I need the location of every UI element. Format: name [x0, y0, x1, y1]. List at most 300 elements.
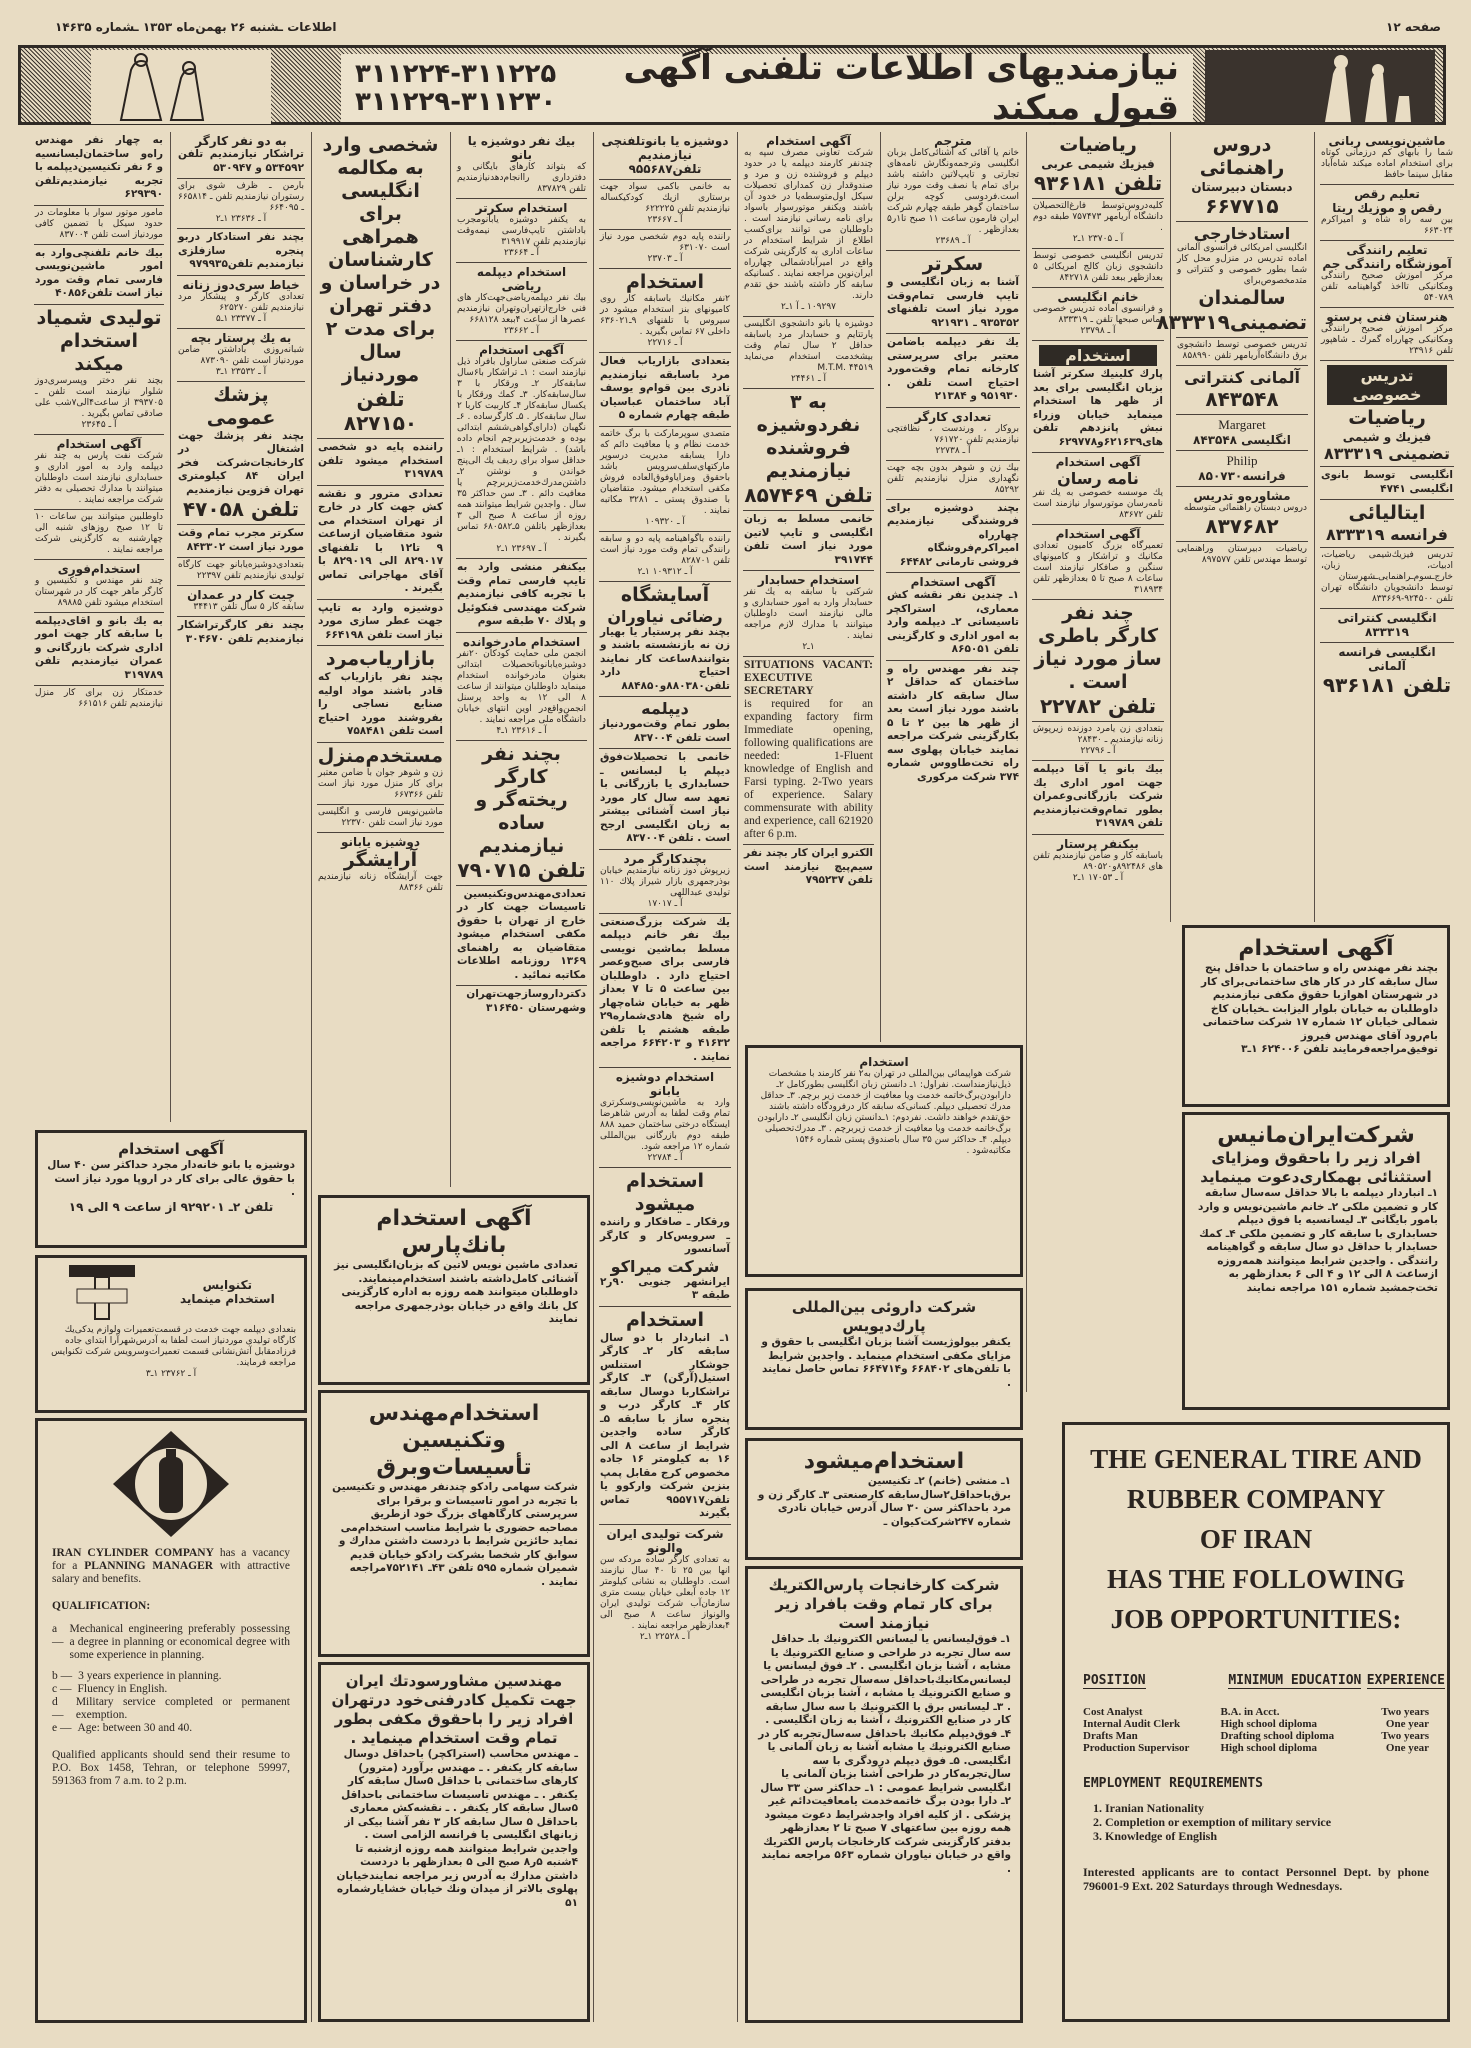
classified-ad: [329, 1670, 579, 1913]
ad-title: تعلیم رانندگی: [1346, 243, 1428, 257]
column-divider: [1170, 132, 1171, 922]
ad-big: به ۳ نفردوشیزه فروشنده نیازمندیم: [756, 391, 861, 482]
classified-ad: [34, 435, 164, 510]
item-letter: c —: [52, 1683, 72, 1695]
classified-ad: [177, 276, 305, 329]
classified-ad: [1176, 451, 1308, 487]
ad-body-bold: خانمی مسلط به زبان انگلیسی و تایپ لاتین مورد نیاز است تلفن ۳۹۱۷۴۴: [744, 513, 873, 566]
requirements-heading: EMPLOYMENT REQUIREMENTS: [1083, 1776, 1264, 1791]
item-text: Age: between 30 and 40.: [77, 1722, 193, 1734]
ad-ref: آ ـ ۲۳۶۴۵: [81, 419, 117, 430]
intro-text: has a vacancy for a: [52, 1547, 291, 1572]
ad-body-bold: بیك خانم تلفنچی‌وارد به امور ماشین‌نویسی فارسی تمام وقت مورد نیاز است تلفن۴۰۸۵۶: [35, 246, 163, 299]
ad-body: بروکار ، ورندست ، نظافتچی نیازمندیم تلفن ۷۶۱۷۲۰: [887, 423, 1019, 445]
ad-body: یك موسسه خصوصی به یك نفر نامه‌رسان موتورسوار نیازمند است تلفن ۸۳۶۷۲: [1033, 488, 1163, 520]
classified-ad: [599, 132, 731, 180]
ad-body: چند نفر مهندس و تکنیسین و کارگر ماهر جهت کار در شهرستان استخدام میشود تلفن ۸۹۸۸۵: [35, 575, 163, 608]
ad-body: تدریس انگلیسی خصوصی توسط دانشجوی زبان کالج امریکائی ۵ بعدازظهر ببعد تلفن ۸۴۲۷۱۸: [1033, 251, 1163, 283]
column-divider: [737, 132, 738, 2022]
ad-title: استخدام دیپلمه ریاضی: [476, 265, 567, 293]
ad-body: بیك زن و شوهر بدون بچه جهت نگهداری منزل نیازمندیم تلفن ۸۵۲۹۲: [887, 462, 1019, 495]
classified-column-4: [452, 132, 591, 1018]
tire-headline-line: HAS THE FOLLOWING: [1106, 1564, 1406, 1594]
tire-headline-line: OF IRAN: [1199, 1524, 1313, 1554]
iran-cylinder-closing: Qualified applicants should send their resume to P.O. Box 1458, Tehran, or telephone 59997, 591363 from 7 a.m. to 2 p.m.: [52, 1749, 290, 1787]
column-header-position: POSITION: [1083, 1673, 1146, 1688]
classified-ad: [317, 486, 444, 600]
classified-ad: [177, 329, 305, 382]
cell-experience: One year: [1385, 1742, 1429, 1754]
classified-ad: [599, 697, 731, 749]
ad-big: آگهی استخدام: [1238, 936, 1394, 961]
requirement-item: 1. Iranian Nationality: [1105, 1801, 1429, 1815]
classified-ad: [599, 353, 731, 427]
ad-body: بارمن ـ ظرف شوی برای رستوران نیازمندیم تلفن ـ ۶۶۵۸۱۴ ـ ۶۶۴۰۹۵: [178, 181, 304, 213]
classified-ad: [177, 525, 305, 558]
ad-body-bold: انگلیسی توسط بانوی انگلیسی ۴۷۴۱: [1321, 469, 1453, 495]
ad-phone: تلفن ۲۲۷۸۲: [1039, 694, 1157, 718]
ad-body-bold: آشنا به زبان انگلیسی و تایپ فارسی تمام‌وقت مورد نیاز است تلفنهای ۹۳۵۳۵۲ ـ ۹۲۱۹۳۱: [887, 276, 1019, 329]
ad-body: تعمیرگاه بزرگ کامیون تعدادی مکانیك و تراشکار و کامیونهای سنگین و صافکار نیازمند است ساعات ۸ صبح تا ۵ بعدازظهر تلفن ۳۱۸۹۳۴: [1033, 541, 1164, 595]
ad-big: دروس راهنمائی: [1199, 134, 1285, 179]
ad-body: ۲نفر مکانیك باسابقه کار روی کامیونهای بنز استخدام میشود در سیروس با تلفنهای ۹ـ۶۳۶۰۲۱ داخلی ۶۷ تماس بگیرید .: [600, 294, 730, 337]
ad-ref: آ ـ ۱۷۰۱۷: [647, 898, 683, 909]
ad-title-big: آگهی استخدام: [118, 1140, 224, 1158]
ad-big: آرایشگر: [343, 848, 418, 871]
ad-title: فیزیك و شیمی: [1342, 430, 1432, 444]
requirement-item: 2. Completion or exemption of military service: [1105, 1815, 1429, 1829]
ad-ref: ۱ـ۲: [802, 642, 815, 652]
ad-big: ریاضیات: [1059, 134, 1137, 156]
ad-body: شبانه‌روزی باداشتن ضامن موردنیاز است تلفن ۸۷۳۰۹۰: [178, 344, 304, 366]
ad-title: دوشیزه یابانو: [340, 834, 421, 849]
ad-body: به خانمی باکمی سواد جهت برستاری ازیك کودکیکساله نیازمندیم تلفن ۶۲۲۲۲۵: [600, 182, 730, 214]
ad-body-bold: بتعدادی بازاریاب فعال مرد باسابقه نیازمندیم نادری بین قوام‌و یوسف آباد ساختمان عباسیان طبقه چهارم شماره ۵: [600, 355, 730, 421]
classified-ad: [1032, 132, 1164, 199]
classified-ad: [599, 532, 731, 582]
ad-body-bold: به چهار نفر مهندس راه‌و ساختمان‌لیسانسیه و ۶ نفر تکنیسین‌دیپلمه با تجربه نیازمندیم‌تلفن ۶۲۹۳۹۰: [35, 134, 164, 200]
qualification-item: [52, 1722, 290, 1735]
table-row: [1083, 1706, 1429, 1718]
ad-title-big: شرکت کارخانجات پارس‌الکتریك برای کار تمام وقت بافراد زیر نیازمند است: [768, 1576, 1000, 1632]
ad-title: بیك نفر دوشیزه یا بانو: [467, 134, 576, 162]
tire-headline-line: JOB OPPORTUNITIES:: [1110, 1604, 1402, 1634]
ad-body: شرکتی با سابقه به یك نفر حسابدار وارد به امور حسابداری و مالی نیازمند است داوطلبان میتوانند با مدارك لازم مراجعه نمایند .: [744, 587, 873, 641]
ad-title: دوشیزه یا بانوتلفنچی نیازمندیم تلفن۹۵۵۶۸۷: [601, 134, 729, 176]
sudtek-ad: [318, 1662, 590, 2022]
classified-ad: [317, 439, 444, 486]
ad-ref: آ ـ ۲۳۶۹۷ ۱ـ۲: [496, 544, 547, 554]
ad-big: پزشك عمومی: [206, 383, 276, 429]
classified-column-9: [1156, 132, 1312, 569]
ad-title-big: پارك‌دیویس: [842, 1317, 926, 1335]
requirement-item: 3. Knowledge of English: [1105, 1829, 1429, 1843]
banner-title: نیازمندیهای اطلاعات تلفنی آگهی قبول میکند: [623, 48, 1179, 128]
bank-pars-ad: [318, 1195, 590, 1385]
ad-big: ایتالیائی: [1348, 502, 1426, 524]
ad-phone: تضمینی۸۳۳۳۱۹: [1156, 310, 1307, 334]
ad-ref: آ ـ ۲۳۵۳۲ ۱ـ۳: [215, 366, 267, 377]
ad-big: استخدام‌مهندس وتکنیسین تأسیسات‌وبرق: [368, 1401, 540, 1480]
classified-ad: [599, 269, 731, 353]
jobs-table-header: [1083, 1673, 1445, 1688]
item-letter: a —: [52, 1623, 64, 1648]
item-letter: e —: [52, 1722, 72, 1734]
ad-big: سالمندان: [1198, 287, 1286, 309]
classified-ad: [886, 500, 1020, 574]
ad-title: بچندکارگر مرد: [623, 851, 707, 866]
classified-ad: [886, 461, 1020, 500]
ad-body-bold: دوشیزه یا بانو خانه‌دار مجرد حداکثر سن ۴۰ سال با حقوق عالی برای کار در اروپا مورد نیاز است .: [47, 1159, 295, 1198]
classified-ad: [317, 646, 444, 743]
ad-ref: آ ـ ۲۳۶۶۷: [647, 215, 683, 225]
ad-phone: ۸۳۷۶۸۲: [1205, 514, 1279, 538]
classified-ad: [1032, 722, 1164, 761]
ad-ref: ۱۰۹۲۹۷ ـ آ ۱ـ۲: [780, 302, 837, 312]
classified-ad: [177, 617, 305, 649]
ad-body: متصدی سوپرمارکت با برگ خاتمه خدمت نظام و یا معافیت دائم که دارا یسابقه مدیریت درسوپر مارکتهای‌سلف‌سرویس باشد باحقوق ومزایاوفوق‌العاده فروش مکفی استخدام میشود. متقاضیان با صندوق پستی ـ ۳۲۸۱ مکاتبه نمایند .: [600, 428, 730, 516]
qualification-item: [52, 1623, 290, 1662]
classified-ad: [756, 1053, 1012, 1160]
ad-body-bold: تعدادی ماشین نویس لاتین که بزبان‌انگلیسی نیز آشنائی کامل‌داشته باشند استخدام‌مینمایند. داوطلبان میتوانند همه روزه به اداره کارگزینی کل بانك واقع در خیابان بوذرجمهری مراجعه نمایند: [334, 1259, 578, 1325]
ad-body-bold: بچند نفر پزشك جهت اشتغال در کارخانجات‌شرکت فخر ایران ۸۴ کیلومتری تهران قزوین نیازمندیم: [178, 429, 305, 496]
ad-title-big: دیپلمه: [641, 699, 689, 718]
ad-body: شرکت نفت پارس به چند نفر دیپلمه وارد به امور اداری و حسابداری نیازمند است داوطلبان میتوانند با مدارك تحصیلی به دفتر شرکت مراجعه نمایند .: [35, 450, 163, 505]
tire-headline-line: RUBBER COMPANY: [1126, 1484, 1386, 1514]
contact-info: Interested applicants are to contact Personnel Dept. by phone 796001-9 Ext. 202 Saturdays through Wednesdays.: [1083, 1865, 1429, 1893]
teknoice-ad: [35, 1255, 307, 1413]
ad-reference: آ ـ ۲۳۷۶۲ ۱ـ۳: [145, 1369, 197, 1379]
classified-ad: [317, 132, 444, 439]
classified-ad: [1032, 341, 1164, 453]
ad-title: استخدام‌فوری: [57, 561, 141, 576]
ad-title-big: تضمینی ۸۳۳۳۱۹: [1324, 444, 1450, 463]
classified-ad: [1176, 132, 1308, 222]
radco-engineer-ad: [318, 1390, 590, 1657]
banner-phone-line: ۳۱۱۲۲۴-۳۱۱۲۲۵: [355, 59, 557, 89]
classified-ad: [1320, 361, 1454, 467]
classified-column-2: [173, 132, 309, 649]
ad-body-bold: شرکت سهامی رادکو چندنفر مهندس و تکنیسین با تجربه در امور تاسیسات و برقرا برای سرپرستی کارگاههای بزرگ خود ازطریق مصاحبه حضوری با شرایط مناسب استخدام‌می نماید حائزین شرایط با دردست داشتن مدارك و سوابق کار شخصا بشرکت رادکو خیابان قدیم شمیران شماره ۵۹۵ تلفن ۴۳ـ ۷۵۲۱۴۱مراجعه نمایند .: [332, 1481, 578, 1588]
classified-ad: [886, 251, 1020, 334]
classified-ad: [1176, 542, 1308, 569]
ad-body-bold: یك نفر دیپلمه باضامن معتبر برای سرپرستی کارخانه تمام وقت‌مورد احتیاج است تلفن . ۹۵۱۹۳۰ و ۲۱۳۸۴: [887, 336, 1019, 402]
ad-phone: تلفن ۸۲۷۱۵۰: [343, 387, 418, 435]
classified-ad: [1032, 600, 1164, 722]
classified-ad: [456, 263, 587, 341]
ad-title-big: فرانسه ۸۳۳۳۱۹: [1325, 525, 1449, 544]
classified-ad: [456, 633, 587, 741]
airline-job-ad: [745, 1045, 1023, 1277]
ad-title: چیت کار در عمدان: [187, 588, 295, 602]
ad-title: رقص و موزیك ریتا: [1332, 201, 1442, 215]
classified-ad: [177, 229, 305, 276]
column-header-experience: EXPERIENCE: [1366, 1673, 1445, 1688]
ad-body: ماشین‌نویس فارسی و انگلیسی مورد نیاز است تلفن ۲۲۳۷۰: [318, 806, 443, 828]
ad-body: تعدادی کارگر و پیشکار مرد نیازمندیم تلفن ۶۲۵۲۷۰: [178, 291, 304, 313]
classified-ad: [743, 389, 874, 511]
ad-title: مترجم: [934, 134, 972, 148]
ad-big: شرکت‌ایران‌مانیس: [1217, 1123, 1415, 1148]
table-row: [1083, 1718, 1429, 1730]
ad-title: آموزشگاه رانندگی جم: [1322, 257, 1452, 271]
classified-column-3: [313, 132, 448, 897]
ad-body-bold: ۱ـ چندین نفر نقشه کش معماری، استراکچر تاسیساتی ۲ـ دیپلمه وارد به امور اداری و کارگزینی تلفن ۸۶۵۰۵۱: [887, 589, 1019, 655]
ad-ref: آ ـ ۲۳۳۷۷ ۱ـ۵: [215, 313, 267, 324]
ad-title-big: شرکت میراکو: [610, 1256, 720, 1276]
classifieds-banner: [18, 45, 1446, 128]
classified-ad: [599, 914, 731, 1069]
ad-body: خانم یا آقائی که آشنائی‌کامل بزبان انگلیسی وترجمه‌ونگارش نامه‌های تجارتی و تایپ‌لاتین داشته باشد برای تمام یا نصف وقت مورد نیاز است.فردوسی کوچه برلن ساختمان گوهر طبقه چهارم شرکت ایران فارمون ساعت ۱۱ صبح تا۱ر۵ بعدازظهر .: [887, 148, 1020, 235]
ad-body-bold: راننده پایه دو شخصی استخدام میشود تلفن ۳۱۹۷۸۹: [318, 441, 443, 480]
classified-ad: [599, 230, 731, 269]
ad-big: آسایشگاه: [620, 583, 710, 606]
ad-big: بچند نفر کارگر ریخته‌گر و ساده نیازمندیم: [475, 742, 568, 857]
requirements-list: [1083, 1801, 1429, 1843]
item-text: Military service completed or permanent exemption.: [75, 1696, 290, 1721]
cell-position: Production Supervisor: [1083, 1742, 1190, 1754]
ad-title: خانم انگلیسی: [1057, 290, 1139, 304]
ad-en: is required for an expanding factory firm Immediate opening, following qualifications are needed: 1-Fluent knowledge of English and Farsi typing. 2-Two years of experience. Salary commensurate with ability and experience, call 621920 after 6 p.m.: [744, 698, 873, 840]
iran-manis-ad: [1182, 1112, 1450, 1410]
ad-body-bold: ایرانشهر جنوبی ۹۰ر۲ طبقه ۳: [600, 1275, 730, 1301]
couple-illustration-icon: [91, 50, 271, 124]
ad-title: تلفن ۲ـ ۹۲۹۲۰۱ از ساعت ۹ الی ۱۹: [68, 1199, 274, 1214]
classified-ad: [456, 132, 587, 199]
ad-title: خیاط سری‌دوز زنانه: [182, 277, 300, 292]
ad-big: مستخدم‌منزل: [317, 744, 443, 767]
cell-position: Cost Analyst: [1083, 1706, 1143, 1718]
cell-experience: Two years: [1381, 1730, 1429, 1742]
classified-ad: [599, 850, 731, 914]
classified-ad: [177, 586, 305, 617]
ad-latin: Philip: [1226, 453, 1258, 468]
classified-ad: [456, 986, 587, 1018]
classified-ad: [34, 510, 164, 560]
classified-ad: [317, 743, 444, 805]
ad-title-big: نامه رسان: [1057, 469, 1139, 488]
cell-experience: Two years: [1381, 1706, 1429, 1718]
classified-ad: [743, 511, 874, 571]
classified-ad: [1032, 249, 1164, 288]
family-illustration-icon: [1205, 50, 1435, 124]
ad-body: به تعدادی کارگر ساده مردکه سن انها بین ۲۵ تا ۴۰ سال نیازمند است. داوطلبان به نشانی کیلومتر ۱۲ جاده آبعلی خیابان بیست متری سازمان‌آب شرکت تولیدی ایران والونواز ساعت ۸ صبح الی ۴بعدازظهر مراجعه نمایند .: [600, 1554, 730, 1631]
ad-body: تدریس خصوصی توسط دانشجوی برق دانشگاه‌آریامهر تلفن ۸۵۸۹۹۰: [1177, 340, 1307, 361]
cell-education: High school diploma: [1220, 1718, 1318, 1730]
ad-body-bold: تعدادی مترور و نقشه کش جهت کار در خارج از تهران استخدام می شود متقاضیان ازساعت ۹ تا۱۲ با تلفنهای ۸۲۹۰۱۷ الی ۸۲۹۰۱۹ با آقای مهاجرانی تماس بگیرند .: [318, 487, 443, 594]
classified-ad: [329, 1398, 579, 1592]
ad-body-bold: سکرتر مجرب تمام وقت مورد نیاز است ۸۴۳۳۰۲: [178, 527, 304, 553]
ad-title: استخدام سکرتر: [475, 201, 568, 215]
classified-ad: [743, 132, 874, 317]
ad-title: ماشین‌نویسی ربانی: [1328, 134, 1446, 148]
ad-body-bold: ۱ـ منشی (خانم) ۲ـ تکنیسین برق‌باحداقل۲سال‌سابقه کارصنعتی ۳ـ کارگر زن و مرد باحداکثر سن ۳۰ سال آدرس خیابان نادری شماره ۲۴۷شرکت‌کیوان ـ: [757, 1475, 1011, 1528]
europe-job-ad: [35, 1130, 307, 1248]
table-row: [1083, 1742, 1429, 1754]
ad-phone: ۶۶۷۷۱۵: [1205, 194, 1279, 218]
ad-body-bold: ۱ـ انباردار با دو سال سابقه کار ۲ـ کارگر جوشکار استنلس استیل(آرگن) ۳ـ کارگر تراشکاربا دوسال سابقه کار ۴ـ کارگر درب و پنجره ساز با سابقه ۵ـ کارگر ساده واجدین شرایط از ساعت ۸ الی ۱۶ به کیلومتر ۱۶ جاده مخصوص کرج مقابل پمپ بنزین شرکت وارکوو یا تلفن۹۵۵۷۱۷ تماس بگیرند: [600, 1331, 730, 1519]
teknoice-logo-icon: [67, 1263, 137, 1321]
classified-ad: [1032, 525, 1164, 600]
classified-ad: [34, 613, 164, 687]
ad-title: دبستان دبیرستان: [1191, 180, 1293, 194]
ad-ref: آ ـ ۲۲۷۱۶: [647, 338, 683, 348]
ad-body: بین سه راه شاه و امیراکرم ۶۶۳۰۲۴: [1321, 215, 1453, 236]
ad-title-big: جهت تکمیل کادرفنی‌خود درتهران افراد زیر را باحقوق مکفی بطور تمام وقت استخدام مینماید .: [331, 1691, 577, 1747]
classified-ad: [46, 1138, 296, 1217]
iran-cylinder-intro: [52, 1547, 290, 1586]
classified-ad: [1156, 222, 1308, 338]
qualification-item: [52, 1696, 290, 1722]
classified-ad: [1320, 548, 1454, 609]
iran-cylinder-logo-icon: [111, 1429, 231, 1539]
ad-body: شما را بابهای کم درزمانی کوتاه برای استخدام اماده میکند شاه‌آباد مقابل سینما حافظ: [1321, 148, 1453, 180]
ad-title: استخدام مادرخوانده: [462, 634, 581, 649]
classified-column-7: [882, 132, 1024, 787]
classified-ad: [177, 558, 305, 586]
column-divider: [593, 132, 594, 2022]
ad-body: به یکنفر دوشیزه یابانومجرب باداشتن تایپ‌فارسی نیمه‌وقت نیازمندیم تلفن ۳۱۹۹۱۷: [457, 215, 586, 247]
ad-big: آگهی استخدام: [376, 1206, 532, 1231]
ad-title-big: رضائی نیاوران: [607, 606, 723, 626]
classified-ad: [317, 833, 444, 897]
ad-title: به یك پرستار بچه: [190, 330, 292, 345]
cell-position: Drafts Man: [1083, 1730, 1138, 1742]
parke-davis-ad: [745, 1288, 1023, 1430]
qualification-item: [52, 1670, 290, 1683]
ad-body: شرکت تعاونی مصرف سپه به چندنفر کارمند دیپلمه یا در حدود دیپلم و فروشنده زن و مرد و صندوقدار زن کمدارای تحصیلات سیکل اول‌متوسطه‌یا در خدود آن باشند ویکنفر موتورسوار باسواد برای نامه رسانی نیازمند است . داوطلبان می توانند برای‌کسب اطلاع از شرایط استخدام در ساعات اداری به کارگزینی شرکت واقع در امیرآبادشمالی چهارراه ایران‌نوین مراجعه نمایند . کسانیکه سابقه کار داشته باشند حق تقدم دارند.: [744, 148, 873, 301]
classified-ad: [317, 600, 444, 647]
classified-ad: [743, 317, 874, 389]
ad-body-bold: تراشکار نیازمندیم تلفن ۵۳۴۵۹۲ و ۵۳۰۹۴۷: [178, 148, 304, 174]
column-divider: [880, 132, 881, 1042]
classified-column-10: [1316, 132, 1458, 700]
position-name: PLANNING MANAGER: [84, 1560, 214, 1572]
tire-headline-line: THE GENERAL TIRE AND: [1090, 1444, 1422, 1474]
classified-ad: [1320, 500, 1454, 548]
ad-body: که بتواند کارهای بایگانی و دفترداری راانجام‌دهدنیازمندیم تلفن ۸۳۷۸۲۹: [457, 162, 586, 194]
classified-ad: [743, 845, 874, 891]
ad-inverse: تدریس خصوصی: [1327, 365, 1447, 405]
ad-big: ریاضیات: [1348, 407, 1426, 429]
ad-en-head: SITUATIONS VACANT: EXECUTIVE SECRETARY: [744, 659, 873, 697]
intro-text: with attractive salary and benefits.: [52, 1560, 290, 1585]
classified-ad: [599, 1307, 731, 1525]
ad-phone: تلفن ۹۳۶۱۸۱: [1322, 673, 1452, 697]
classified-ad: [34, 305, 164, 435]
qualification-item: [52, 1683, 290, 1696]
item-letter: d —: [52, 1696, 64, 1721]
ad-big: استخدام: [625, 1308, 705, 1331]
classified-ad: [1176, 366, 1308, 415]
ad-title: آگهی استخدام: [56, 436, 142, 451]
ad-body-bold: پارك کلینیك سکرتر آشنا بزبان انگلیسی برای بعد از ظهر ها استخدام مینماید خیابان وزراء نبش پانزدهم تلفن های۶۲۱۶۳۹و۶۲۹۷۷۸: [1033, 368, 1163, 448]
iran-cylinder-ad: [35, 1418, 307, 2023]
ad-body-bold: الکترو ایران کار بچند نفر سیم‌پیچ نیازمند است تلفن ۷۹۵۲۳۷: [744, 847, 873, 886]
classified-ad: [1320, 609, 1454, 643]
ad-big: استخدام میشود: [625, 1170, 705, 1215]
classified-ad: [1032, 199, 1164, 249]
classified-ad: [34, 245, 164, 305]
ad-phone: تلفن ۹۳۶۱۸۱: [1033, 171, 1163, 195]
ad-body-bold: بچند نفر کارگرتراشکار نیازمندیم تلفن ۳۰۴۶۷۰: [178, 619, 304, 645]
ad-body: باسابقه کار و ضامن نیازمندیم تلفن های ۸۹۲۴۸۶و۸۹۰۵۲۰: [1033, 850, 1163, 872]
ad-title: استخدام دوشیزه یابانو: [615, 1070, 715, 1098]
ad-body-bold: بچند نفر پرستیار یا بهیار زن نه بازنشسته باشند و بتوانند۸ساعت کار نمایند احتیاج دارد تلفن۸۸۰۳۸۰و۸۸۴۸۵۰: [600, 625, 730, 692]
ad-ref: آ ـ ۲۳۶۳۶ ۱ـ۲: [215, 214, 267, 224]
banner-phone-line: ۳۱۱۲۲۹-۳۱۱۲۳۰: [355, 87, 557, 117]
ad-title: آگهی استخدام: [479, 343, 564, 357]
column-header-education: MINIMUM EDUCATION: [1228, 1673, 1362, 1688]
ad-body: داوطلبین میتوانند بین ساعات ۱۰ تا ۱۲ صبح روزهای شنبه الی چهارشنبه به کارگزینی شرکت مراجعه نمایند .: [35, 511, 163, 555]
classified-ad: [1176, 487, 1308, 542]
ad-title-big: استادخارجی: [1193, 224, 1291, 243]
classified-ad: [1032, 761, 1164, 835]
classified-column-8: [1028, 132, 1168, 887]
ad-body-bold: بچند نفر استادکار دربو پنجره سازفلزی نیازمندیم تلفن۹۷۹۹۳۵: [178, 231, 304, 270]
ad-ref: آ ـ ۲۳۷۰۵ ۱ـ۲: [1072, 234, 1124, 244]
classified-ad: [177, 382, 305, 526]
classified-ad: [456, 559, 587, 633]
classified-ad: [886, 661, 1020, 788]
column-divider: [450, 132, 451, 1187]
classified-ad: [456, 199, 587, 263]
ad-body: راننده پایه دوم شخصی مورد نیاز است ۶۳۱۰۷۰: [600, 232, 730, 253]
ad-ref: آ ـ ۲۲۷۳۸: [935, 445, 971, 456]
ad-title: تعلیم رقص: [1354, 187, 1420, 201]
classified-ad: [886, 334, 1020, 408]
classified-ad: [456, 741, 587, 886]
ad-body-bold: تعدادی‌مهندس‌وتکنیسین تاسیسات جهت کار در خارج از تهران با حقوق مکفی استخدام میشود متقاضیان به راهنمای ۱۳۶۹ روزنامه اطلاعات مکاتبه نمائید .: [457, 887, 586, 981]
classified-ad: [886, 132, 1020, 251]
ad-title-big: افراد زیر را باحقوق ومزایای استثنائی بهمکاری‌دعوت مینماید: [1200, 1149, 1432, 1186]
ad-title: فرانسه۸۵۰۷۳۰: [1198, 469, 1286, 483]
ad-body-bold: ـ مهندس محاسب (استراکچر) باحداقل دوسال سابقه کار یکنفر . ـ مهندس برآورد (مترور) کارهای ساختمانی با حداقل ۵سال سابقه کار یکنفر . ـ مهندس تاسیسات ساختمانی باحداقل ۵سال سابقه کار یکنفر . ـ نقشه‌کش معماری باحداقل ۵ سال سابقه کار ۳ نفر آشنا بیکی از زبانهای انگلیسی یا فرانسه الزامی است . واجدین شرایط میتوانند همه روزه ازشنبه تا ۴شنبه ۵ر۸ صبح الی ۵ بعدازظهر با دردست داشتن مدارك به آدرس زیر مراجعه نمایندخیابان پهلوی بالاتر از میدان ونك خیابان خشایارشماره ۵۱: [336, 1748, 578, 1909]
ad-big: بازاریاب‌مرد: [325, 648, 436, 670]
ad-phone: تلفن ۷۹۰۷۱۵: [457, 857, 586, 882]
ad-body: وارد به ماشین‌نویسی‌وسکرتری تمام وقت لطفا به آدرس شاهرضا ایستگاه درختی ساختمان حمید ۸۸۸ طبقه دوم بازرگانی بین‌المللی شماره ۱۲ مراجعه شود.: [600, 1098, 730, 1152]
cell-education: High school diploma: [1220, 1742, 1318, 1754]
classified-ad: [1320, 643, 1454, 700]
teknoice-subtitle: استخدام مینماید: [179, 1292, 275, 1306]
ad-body: مرکز اموزش صحیح رانندگی ومکانیکی تااخذ گواهینامه تلفن ۵۴۰۷۸۹: [1321, 271, 1453, 303]
item-text: Mechanical engineering preferably possessing a degree in planning or economical degree with some experience in planning.: [69, 1623, 290, 1661]
ad-body: بیك نفر دیپلمه‌ریاضی‌جهت‌کار های فنی خارج‌ازتهران‌وتهران نیازمندیم عصرها از ساعت ۴ببعد ۶۶۸۱۲۸: [457, 293, 586, 325]
classified-ad: [756, 1296, 1012, 1393]
ad-title: استخدام حسابدار: [757, 573, 860, 587]
ad-big: شخصی وارد به مکالمه انگلیسی برای همراهی کارشناسان در خراسان و دفتر تهران برای مدت ۲ سال موردنیاز: [320, 134, 441, 386]
ad-title: مشاوره‌و تدریس: [1193, 489, 1291, 503]
ad-ref: آ ـ ۲۳۶۶۲: [503, 326, 540, 336]
classified-ad: [456, 886, 587, 987]
classified-ad: [34, 132, 164, 206]
ad-body: جهت آرایشگاه زنانه نیازمندیم تلفن ۸۸۳۶۶: [318, 871, 443, 893]
column-divider: [311, 132, 312, 2022]
ad-inverse: استخدام: [1039, 345, 1157, 366]
ad-body: تدریس فیزیك‌شیمی ریاضیات، ادبیات، زبان، خارج‌ـسوم‌ـراهنمایی‌ـشهرستان توسط دانشجویان دانشگاه تهران تلفن ۹۲۴۵۰۰-۸۳۳۶۶۹: [1321, 550, 1453, 604]
ad-title: استخدام: [859, 1055, 909, 1069]
ad-body-bold: چند نفر مهندس راه و ساختمان که حداقل ۲ سال سابقه کار داشته باشند مورد نیاز است بعد از ظهر ها بین ۲ تا ۵ بکارگزینی شرکت مراجعه نمایند خیابان پهلوی سه راه تخت‌طاووس شماره ۳۷۴ شرکت مرکوری: [887, 662, 1019, 783]
ad-title: انگلیسی فرانسه آلمانی: [1338, 645, 1436, 673]
classified-ad: [1176, 415, 1308, 451]
classified-ad: [177, 132, 305, 179]
classified-ad: [599, 180, 731, 230]
ad-body: و فرانسوی آماده تدریس خصوصی تماس صبحها تلفن ـ ۸۳۳۳۱۹: [1033, 304, 1163, 325]
ad-title: آگهی استخدام: [1055, 527, 1141, 541]
classified-ad: [34, 206, 164, 245]
ad-ref: آ ـ ۲۲۷۸۴: [647, 1153, 683, 1163]
ad-phone: ۸۴۳۵۴۸: [1205, 387, 1279, 411]
